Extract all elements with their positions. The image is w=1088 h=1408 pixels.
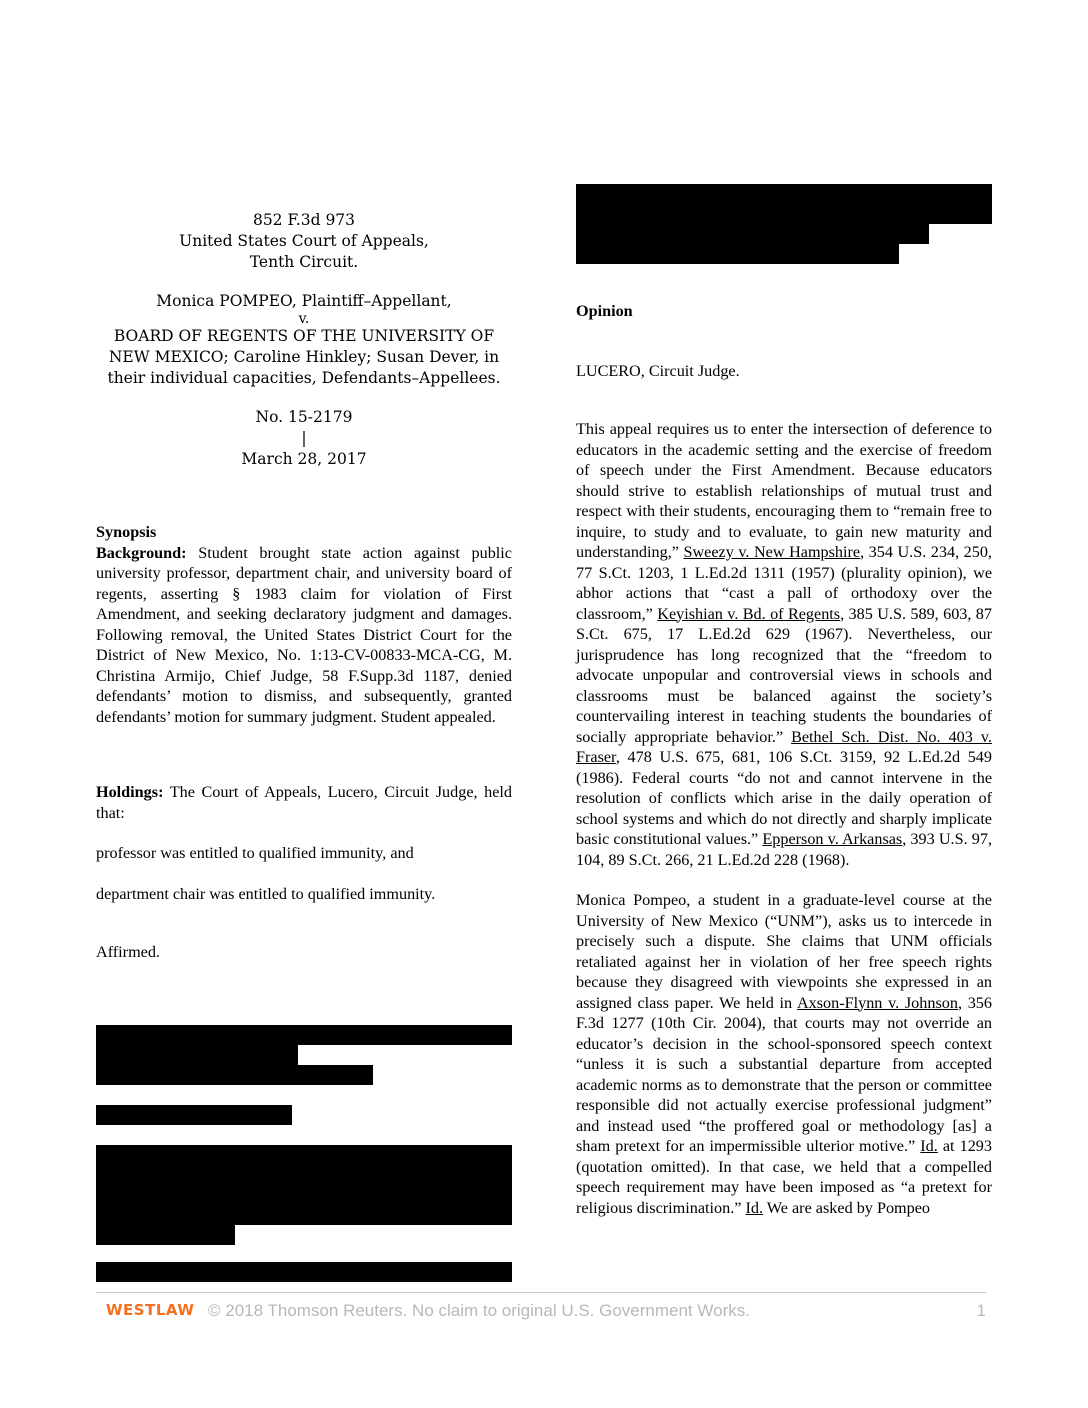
opinion-paragraph-1 (576, 419, 992, 870)
disposition: Affirmed. (96, 943, 160, 961)
opinion-text: , 356 F.3d 1277 (10th Cir. 2004), that courts may not override an educator’s decision in the school-sponsored speech context “unless it is such a substantial departure from accepted academic norms as to demonstrate that the person or committee responsible did not actually exercise professional judgment” and instead used “the proffered goal or methodology [as] a sham pretext for an impermissible ulterior motive.” (576, 993, 992, 1155)
versus: v. (298, 311, 310, 327)
redaction-bar (96, 1145, 512, 1165)
opinion-text: , 393 U.S. 97, 104, 89 S.Ct. 266, 21 L.Ed.2d 228 (1968). (576, 830, 992, 869)
plaintiff: Monica POMPEO, Plaintiff–Appellant, (156, 292, 452, 310)
holdings-paragraph (96, 782, 512, 823)
opinion-text: , 478 U.S. 675, 681, 106 S.Ct. 3159, 92 L.Ed.2d 549 (1986). Federal courts “do not and cannot intervene in the resolution of conflicts which arise in the daily operation of school systems and which do not directly and sharply implicate basic constitutional values.” (576, 748, 992, 848)
opinion-text: at 1293 (quotation omitted). In that case, we held that a compelled speech requirement may have been imposed as “a pretext for religious discrimination.” (576, 1137, 992, 1217)
redaction-bar (96, 1165, 512, 1185)
redaction-bar (96, 1105, 292, 1125)
redaction-bar (96, 1225, 235, 1245)
redaction-bar (96, 1025, 512, 1045)
redaction-bar (96, 1205, 512, 1225)
case-caption (96, 210, 512, 470)
circuit-name: Tenth Circuit. (249, 253, 359, 271)
page-number: 1 (976, 1301, 986, 1320)
opinion-text: , 385 U.S. 589, 603, 87 S.Ct. 675, 17 L.Ed.2d 629 (1967). Nevertheless, our jurisprudence has long recognized that the “freedom to advocate unpopular and controversial views in schools and classrooms must be balanced against the society’s countervailing interest in teaching students the boundaries of socially appropriate behavior.” (576, 604, 992, 746)
case-citation-link[interactable]: Axson-Flynn v. Johnson (796, 993, 958, 1012)
defendants-line-1: BOARD OF REGENTS OF THE UNIVERSITY OF (113, 327, 495, 345)
court-name: United States Court of Appeals, (179, 232, 429, 250)
right-column (576, 184, 992, 1218)
redaction-bar (96, 1185, 512, 1205)
redaction-bar (576, 244, 899, 264)
opinion-text: We are asked by Pompeo (763, 1198, 931, 1217)
docket-number: No. 15-2179 (255, 408, 353, 426)
redacted-block-left (96, 1025, 512, 1282)
copyright-notice: © 2018 Thomson Reuters. No claim to original U.S. Government Works. (208, 1301, 750, 1320)
westlaw-logo: WESTLAW (106, 1301, 195, 1319)
opinion-author: LUCERO, Circuit Judge. (576, 361, 740, 380)
case-citation-link[interactable]: Keyishian v. Bd. of Regents (657, 604, 841, 623)
opinion-paragraph-2 (576, 890, 992, 1218)
synopsis-section (96, 522, 512, 963)
holding-1: professor was entitled to qualified immunity, and (96, 844, 414, 862)
opinion-text: This appeal requires us to enter the intersection of deference to educators in the academic setting and the exercise of freedom of speech under the First Amendment. Because educators should strive to establish relationships of mutual trust and respect with their students, encouraging them to “remain free to inquire, to study and to evaluate, to gain new maturity and understanding,” (576, 420, 992, 561)
holding-2: department chair was entitled to qualified immunity. (96, 884, 436, 903)
page-footer (96, 1292, 986, 1320)
decision-date: March 28, 2017 (241, 450, 367, 468)
redaction-bar (96, 1262, 512, 1282)
caption-separator: | (301, 429, 307, 447)
citation: 852 F.3d 973 (252, 211, 356, 229)
background-label: Background: (96, 543, 187, 562)
defendants-line-2: NEW MEXICO; Caroline Hinkley; Susan Dever, in (108, 348, 500, 366)
synopsis-heading: Synopsis (96, 523, 157, 541)
case-citation-link[interactable]: Epperson v. Arkansas (762, 830, 903, 848)
background-paragraph (96, 543, 512, 728)
redaction-bar (576, 184, 992, 224)
case-citation-link[interactable]: Id. (920, 1137, 938, 1155)
background-text: Student brought state action against public university professor, department chair, and university board of regents, asserting § 1983 claim for violation of First Amendment, and seeking declaratory judgment and damages. Following removal, the United States District Court for the District of New Mexico, No. 1:13-CV-00833-MCA-CG, M. Christina Armijo, Chief Judge, 58 F.Supp.3d 1187, denied defendants’ motion to dismiss, and subsequently, granted defendants’ motion for summary judgment. Student appealed. (96, 543, 512, 726)
defendants-line-3: their individual capacities, Defendants–Appellees. (107, 369, 501, 387)
opinion-section (576, 301, 992, 1218)
case-citation-link[interactable]: Bethel Sch. Dist. No. 403 v. Fraser (576, 727, 992, 766)
redaction-bar (96, 1065, 373, 1085)
opinion-heading: Opinion (576, 302, 633, 320)
left-column (96, 210, 512, 963)
opinion-text: , 354 U.S. 234, 250, 77 S.Ct. 1203, 1 L.Ed.2d 1311 (1957) (plurality opinion), we abhor actions that “cast a pall of orthodoxy over the classroom,” (576, 543, 992, 623)
redaction-bar (96, 1045, 298, 1065)
case-citation-link[interactable]: Sweezy v. New Hampshire (683, 543, 861, 561)
holdings-text: The Court of Appeals, Lucero, Circuit Judge, held that: (96, 783, 512, 822)
redaction-bar (576, 224, 929, 244)
redacted-block-right (576, 184, 992, 264)
case-citation-link[interactable]: Id. (745, 1198, 764, 1217)
holdings-label: Holdings: (96, 783, 164, 801)
opinion-text: Monica Pompeo, a student in a graduate-level course at the University of New Mexico (“UNM”), asks us to intercede in precisely such a dispute. She claims that UNM officials retaliated against her in violation of her free speech rights because they disagreed with viewpoints she expressed in an assigned class paper. We held in (576, 891, 992, 1012)
